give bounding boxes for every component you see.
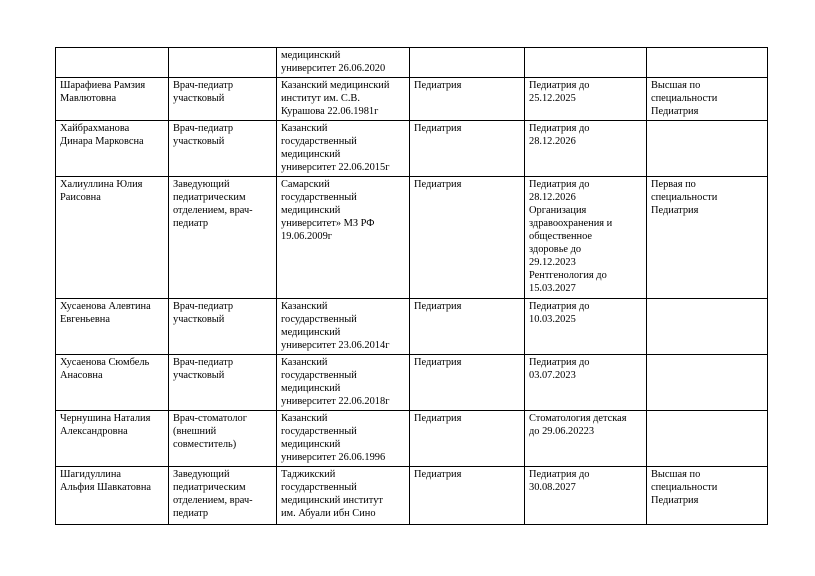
- cell-position: Врач-педиатр участковый: [169, 78, 277, 121]
- cell-category: [647, 48, 768, 78]
- staff-table: [55, 47, 768, 525]
- cell-certificate: Стоматология детская до 29.06.20223: [525, 411, 647, 467]
- table-row: [56, 299, 768, 355]
- cell-education: Казанский государственный медицинский университет 23.06.2014г: [277, 299, 410, 355]
- table-row: [56, 48, 768, 78]
- cell-category: Высшая по специальности Педиатрия: [647, 467, 768, 525]
- cell-position: [169, 48, 277, 78]
- cell-name: [56, 48, 169, 78]
- cell-category: Высшая по специальности Педиатрия: [647, 78, 768, 121]
- cell-specialty: Педиатрия: [410, 177, 525, 299]
- cell-certificate: Педиатрия до 25.12.2025: [525, 78, 647, 121]
- cell-name: Хайбрахманова Динара Марковсна: [56, 121, 169, 177]
- cell-category: [647, 121, 768, 177]
- table-row: [56, 467, 768, 525]
- table-row: [56, 78, 768, 121]
- cell-specialty: Педиатрия: [410, 355, 525, 411]
- cell-name: Шагидуллина Альфия Шавкатовна: [56, 467, 169, 525]
- cell-education: Казанский государственный медицинский университет 22.06.2015г: [277, 121, 410, 177]
- cell-specialty: Педиатрия: [410, 121, 525, 177]
- cell-category: [647, 355, 768, 411]
- cell-education: Казанский государственный медицинский университет 26.06.1996: [277, 411, 410, 467]
- cell-education: Казанский медицинский институт им. С.В. Курашова 22.06.1981г: [277, 78, 410, 121]
- cell-specialty: Педиатрия: [410, 467, 525, 525]
- cell-certificate: Педиатрия до 10.03.2025: [525, 299, 647, 355]
- cell-position: Врач-педиатр участковый: [169, 121, 277, 177]
- cell-category: Первая по специальности Педиатрия: [647, 177, 768, 299]
- cell-education: медицинский университет 26.06.2020: [277, 48, 410, 78]
- cell-category: [647, 299, 768, 355]
- cell-specialty: Педиатрия: [410, 299, 525, 355]
- cell-name: Хусаенова Алевтина Евгеньевна: [56, 299, 169, 355]
- table-row: [56, 411, 768, 467]
- table-row: [56, 355, 768, 411]
- cell-position: Врач-стоматолог (внешний совместитель): [169, 411, 277, 467]
- cell-name: Хусаенова Сюмбель Анасовна: [56, 355, 169, 411]
- table-row: [56, 121, 768, 177]
- cell-certificate: Педиатрия до 03.07.2023: [525, 355, 647, 411]
- cell-name: Шарафиева Рамзия Мавлютовна: [56, 78, 169, 121]
- cell-position: Заведующий педиатрическим отделением, врач- педиатр: [169, 177, 277, 299]
- cell-education: Казанский государственный медицинский университет 22.06.2018г: [277, 355, 410, 411]
- cell-name: Халиуллина Юлия Раисовна: [56, 177, 169, 299]
- cell-specialty: Педиатрия: [410, 78, 525, 121]
- cell-education: Самарский государственный медицинский университет» МЗ РФ 19.06.2009г: [277, 177, 410, 299]
- cell-name: Чернушина Наталия Александровна: [56, 411, 169, 467]
- cell-certificate: [525, 48, 647, 78]
- table-row: [56, 177, 768, 299]
- cell-certificate: Педиатрия до 28.12.2026: [525, 121, 647, 177]
- cell-category: [647, 411, 768, 467]
- cell-education: Таджикский государственный медицинский институт им. Абуали ибн Сино: [277, 467, 410, 525]
- cell-certificate: Педиатрия до 28.12.2026 Организация здравоохранения и общественное здоровье до 29.12.2023 Рентгенология до 15.03.2027: [525, 177, 647, 299]
- cell-position: Врач-педиатр участковый: [169, 299, 277, 355]
- cell-specialty: Педиатрия: [410, 411, 525, 467]
- cell-position: Врач-педиатр участковый: [169, 355, 277, 411]
- cell-position: Заведующий педиатрическим отделением, врач- педиатр: [169, 467, 277, 525]
- cell-certificate: Педиатрия до 30.08.2027: [525, 467, 647, 525]
- cell-specialty: [410, 48, 525, 78]
